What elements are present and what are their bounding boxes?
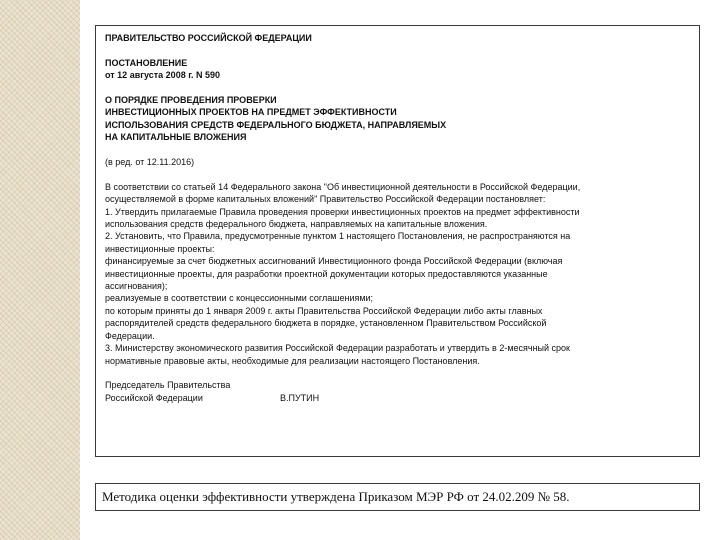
government-header: ПРАВИТЕЛЬСТВО РОССИЙСКОЙ ФЕДЕРАЦИИ <box>105 33 312 43</box>
body-line: 2. Установить, что Правила, предусмотренные пунктом 1 настоящего Постановления, не распространяются на <box>105 231 571 242</box>
body-line: 1. Утвердить прилагаемые Правила проведения проверки инвестиционных проектов на предмет эффективности <box>105 206 580 217</box>
decree-title-line: НА КАПИТАЛЬНЫЕ ВЛОЖЕНИЯ <box>105 132 247 143</box>
body-line: инвестиционные проекты, для разработки проектной документации которых предоставляются указанные <box>105 268 548 279</box>
body-line: Федерации. <box>105 330 155 341</box>
signature-row <box>105 392 690 404</box>
decree-type: ПОСТАНОВЛЕНИЕ <box>105 57 188 68</box>
decorative-texture-strip <box>0 0 80 540</box>
body-line: нормативные правовые акты, необходимые для реализации настоящего Постановления. <box>105 355 480 366</box>
decree-title-line: ИСПОЛЬЗОВАНИЯ СРЕДСТВ ФЕДЕРАЛЬНОГО БЮДЖЕТА, НАПРАВЛЯЕМЫХ <box>105 119 447 130</box>
body-line: инвестиционные проекты: <box>105 243 215 254</box>
body-line: по которым приняты до 1 января 2009 г. акты Правительства Российской Федерации либо акты главных <box>105 305 543 316</box>
body-line: ассигнования); <box>105 281 168 292</box>
methodology-note-box <box>95 483 700 511</box>
body-line: осуществляемой в форме капитальных вложений" Правительство Российской Федерации постановляет: <box>105 194 546 205</box>
decree-title-line: ИНВЕСТИЦИОННЫХ ПРОЕКТОВ НА ПРЕДМЕТ ЭФФЕКТИВНОСТИ <box>105 107 397 118</box>
decree-title-line: О ПОРЯДКЕ ПРОВЕДЕНИЯ ПРОВЕРКИ <box>105 95 277 105</box>
signature-position: Председатель Правительства <box>105 380 231 391</box>
body-line: финансируемые за счет бюджетных ассигнований Инвестиционного фонда Российской Федерации (включая <box>105 256 563 267</box>
body-line: В соответствии со статьей 14 Федерального закона "Об инвестиционной деятельности в Российской Федерации, <box>105 181 581 192</box>
signatory-name: В.ПУТИН <box>280 392 320 403</box>
revision-note: (в ред. от 12.11.2016) <box>105 157 195 168</box>
body-line: распорядителей средств федерального бюджета в порядке, установленном Правительством Российской <box>105 318 547 329</box>
signature-position: Российской Федерации <box>105 392 203 403</box>
decree-date: от 12 августа 2008 г. N 590 <box>105 70 221 81</box>
body-line: использования средств федерального бюджета, направляемых на капитальные вложения. <box>105 219 488 230</box>
methodology-note-text: Методика оценки эффективности утверждена Приказом МЭР РФ от 24.02.209 № 58. <box>102 489 570 504</box>
body-line: реализуемые в соответствии с концессионными соглашениями; <box>105 293 374 304</box>
body-line: 3. Министерству экономического развития Российской Федерации разработать и утвердить в 2-месячный срок <box>105 343 570 354</box>
decree-document-box <box>95 25 700 457</box>
